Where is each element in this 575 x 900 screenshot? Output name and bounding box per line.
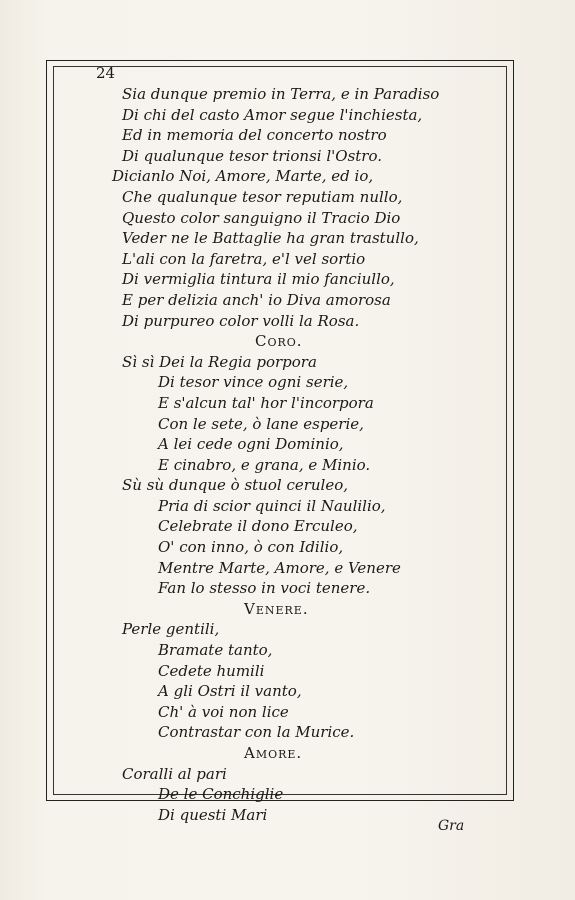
verse-line: Mentre Marte, Amore, e Venere [158, 558, 401, 577]
verse-line: Veder ne le Battaglie ha gran trastullo, [122, 229, 419, 248]
verse-line: Cedete humili [158, 661, 265, 680]
verse-line: Perle gentili, [122, 620, 220, 639]
verse-line: Di vermiglia tintura il mio fanciullo, [122, 270, 395, 289]
verse-line: A lei cede ogni Dominio, [158, 435, 344, 454]
verse-line: Fan lo stesso in voci tenere. [158, 579, 371, 598]
verse-line: Bramate tanto, [158, 641, 273, 660]
verse-line: O' con inno, ò con Idilio, [158, 538, 344, 557]
verse-line: Ch' à voi non lice [158, 702, 289, 721]
verse-line: Sia dunque premio in Terra, e in Paradiso [122, 85, 440, 103]
verse-line: Contrastar con la Murice. [158, 723, 355, 742]
verse-line: Pria di scior quinci il Naulilio, [158, 496, 386, 515]
verse-line: L'ali con la faretra, e'l vel sortio [122, 249, 366, 268]
verse-line: E s'alcun tal' hor l'incorpora [158, 393, 374, 412]
verse-line: Celebrate il dono Erculeo, [158, 517, 358, 536]
verse-line: Di qualunque tesor trionsi l'Ostro. [122, 146, 382, 165]
verse-line: Questo color sanguigno il Tracio Dio [122, 208, 401, 227]
page-number: 24 [96, 64, 116, 82]
verse-line: Di purpureo color volli la Rosa. [122, 311, 360, 330]
verse-line: Ed in memoria del concerto nostro [122, 126, 387, 145]
section-heading: Amore. [244, 744, 303, 762]
poem-text-block [0, 84, 575, 825]
verse-line: Coralli al pari [122, 764, 227, 783]
catchword: Gra [438, 818, 465, 834]
verse-line: Con le sete, ò lane esperie, [158, 414, 364, 433]
verse-line: De le Conchiglie [158, 785, 284, 804]
verse-line: E cinabro, e grana, e Minio. [158, 455, 371, 474]
section-heading: Coro. [255, 332, 303, 351]
verse-line: Sì sì Dei la Regia porpora [122, 352, 317, 371]
verse-line: Di tesor vince ogni serie, [158, 373, 349, 392]
section-heading: Venere. [244, 599, 309, 618]
verse-line: Dicianlo Noi, Amore, Marte, ed io, [112, 167, 374, 186]
verse-line: Di questi Mari [158, 805, 268, 824]
verse-line: Di chi del casto Amor segue l'inchiesta, [122, 105, 423, 124]
verse-line: Che qualunque tesor reputiam nullo, [122, 187, 403, 206]
verse-line: Sù sù dunque ò stuol ceruleo, [122, 476, 349, 495]
verse-line: A gli Ostri il vanto, [158, 682, 302, 701]
verse-line: E per delizia anch' io Diva amorosa [122, 290, 391, 309]
